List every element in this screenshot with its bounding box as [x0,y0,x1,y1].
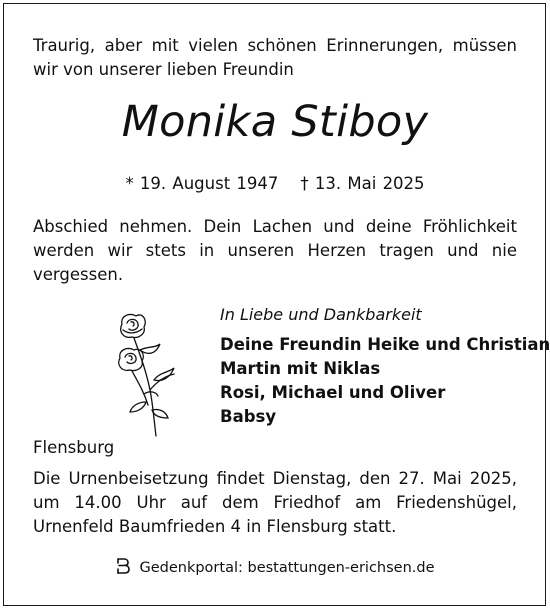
city: Flensburg [33,438,115,457]
service-line-1: Die Urnenbeisetzung findet Dienstag, den 27. Mai 2025, [33,469,517,488]
b-logo-icon [115,557,131,575]
intro-text [33,34,517,82]
farewell-line-2: werden wir stets in unseren Herzen tragen und nie [33,241,517,260]
service-text [33,467,517,539]
deceased-name: Monika Stiboy [121,97,429,147]
portal-link[interactable]: Gedenkportal: bestattungen-erichsen.de [139,560,435,576]
mourner-line: Deine Freundin Heike und Christian [220,335,550,354]
mourner-line: Martin mit Niklas [220,359,381,378]
farewell-line-1: Abschied nehmen. Dein Lachen und deine Fröhlichkeit [33,217,517,236]
memorial-portal [0,557,550,578]
intro-line-1: Traurig, aber mit vielen schönen Erinnerungen, müssen [33,36,517,55]
rose-icon [110,310,180,440]
love-and-gratitude: In Liebe und Dankbarkeit [220,305,422,324]
birth-date: * 19. August 1947 [125,174,279,193]
death-date: † 13. Mai 2025 [300,174,425,193]
mourner-line: Babsy [220,407,277,426]
mourner-line: Rosi, Michael und Oliver [220,383,446,402]
service-line-3: Urnenfeld Baumfrieden 4 in Flensburg statt. [33,517,397,536]
life-dates [0,173,550,195]
mourners-list [220,333,550,429]
farewell-line-3: vergessen. [33,265,124,284]
service-line-2: um 14.00 Uhr auf dem Friedhof am Friedenshügel, [33,493,517,512]
farewell-text [33,215,517,287]
intro-line-2: wir von unserer lieben Freundin [33,60,294,79]
